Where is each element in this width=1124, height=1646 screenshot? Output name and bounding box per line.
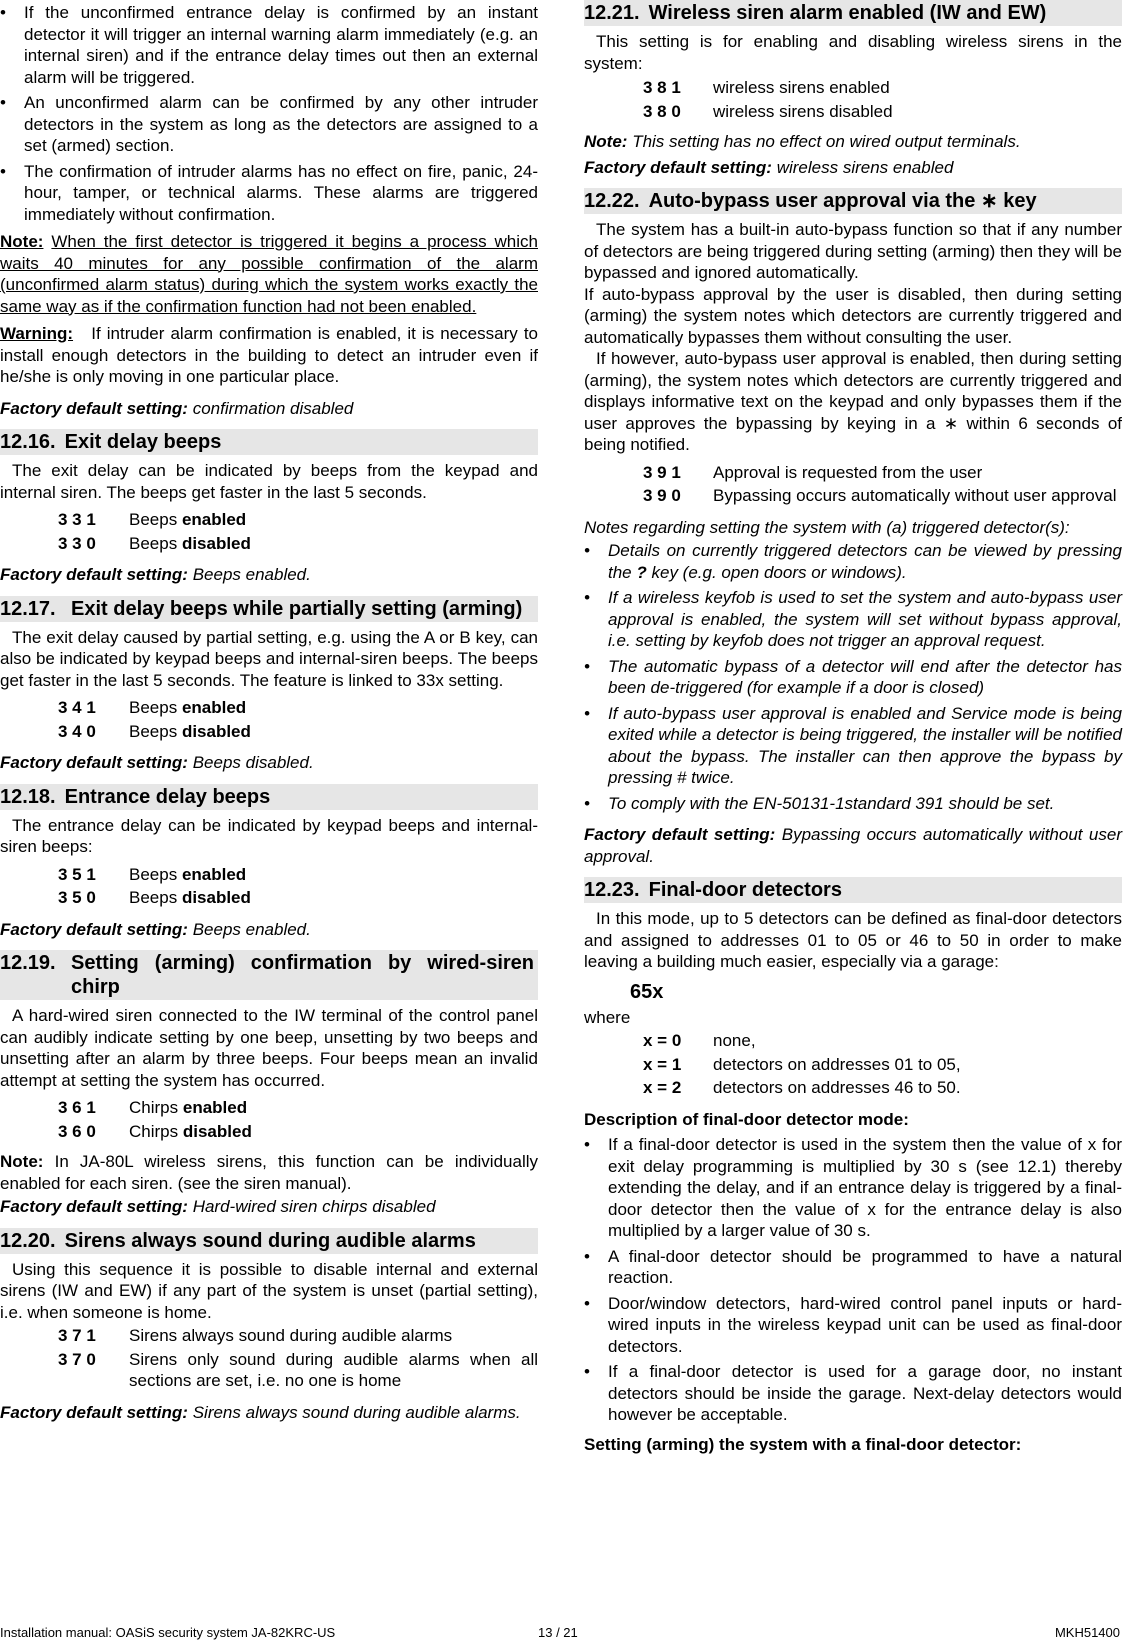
- option-row: 3 4 0 Beeps disabled: [58, 721, 251, 741]
- section-heading-12-21: 12.21. Wireless siren alarm enabled (IW and EW): [584, 0, 1122, 26]
- bullet-glyph: •: [584, 1135, 590, 1154]
- factory-default: Factory default setting: Sirens always sound during audible alarms.: [0, 1402, 521, 1422]
- factory-default: Factory default setting: Beeps enabled.: [0, 565, 311, 584]
- code-65x: 65x: [630, 980, 664, 1003]
- section-heading-12-16: 12.16. Exit delay beeps: [0, 429, 538, 455]
- option-row: 3 9 1 Approval is requested from the user: [643, 462, 983, 482]
- bullet-glyph: •: [584, 1246, 590, 1266]
- bullet-glyph: •: [584, 703, 590, 723]
- section-heading-12-19: 12.19. Setting (arming) confirmation by wired-siren chirp: [0, 950, 538, 1000]
- section-text: The system has a built-in auto-bypass function so that if any number of detectors are being triggered during setting (arming) then they will be bypassed and ignored automatically.: [584, 220, 1122, 282]
- list-item: • If a final-door detector is used in the system then the value of x for exit delay programming is multiplied by 30 s (see 12.1) thereby extending the delay, and if an entrance delay is triggered by a final-door detector then the value of x for the entrance delay is also multiplied by a larger value of 30 s.: [584, 1135, 1122, 1240]
- option-row: 3 8 0 wireless sirens disabled: [643, 101, 893, 121]
- bullet-glyph: •: [584, 793, 590, 813]
- note-paragraph: Note: In JA-80L wireless sirens, this function can be individually enabled for each siren. (see the siren manual).: [0, 1152, 538, 1193]
- list-item: • If the unconfirmed entrance delay is confirmed by an instant detector it will trigger an internal warning alarm immediately (e.g. an internal siren) and if the entrance delay times out then an external alarm will be triggered.: [0, 3, 538, 87]
- section-text: In this mode, up to 5 detectors can be defined as final-door detectors and assigned to addresses 01 to 05 or 46 to 50 in order to make leaving a building much easier, especially via a garage:: [584, 909, 1122, 971]
- section-heading-12-23: 12.23. Final-door detectors: [584, 877, 1122, 903]
- list-item: • The confirmation of intruder alarms has no effect on fire, panic, 24-hour, tamper, or technical alarms. These alarms are triggered immediately without confirmation.: [0, 161, 538, 224]
- bullet-glyph: •: [584, 541, 590, 560]
- right-column: [584, 0, 1122, 1455]
- document-code: MKH51400: [1054, 1625, 1120, 1640]
- final-heading: Setting (arming) the system with a final-door detector:: [584, 1434, 1022, 1454]
- left-column: [0, 0, 538, 1429]
- option-row: 3 4 1 Beeps enabled: [58, 698, 247, 717]
- list-item: • If auto-bypass user approval is enabled and Service mode is being exited while a detector is being triggered, the installer will be notified about the bypass. The installer can then approve the bypass by pressing # twice.: [584, 703, 1122, 787]
- bullet-glyph: •: [584, 1362, 590, 1381]
- list-item: • An unconfirmed alarm can be confirmed by any other intruder detectors in the system as long as the detectors are assigned to a set (armed) section.: [0, 93, 538, 155]
- section-text: If however, auto-bypass user approval is enabled, then during setting (arming), the system notes which detectors are currently triggered and displays informative text on the keypad and only bypasses them if the user approves the bypassing by keying in a ∗ within 6 seconds of being notified.: [584, 349, 1122, 454]
- notes-heading: Notes regarding setting the system with (a) triggered detector(s):: [584, 517, 1070, 537]
- option-row: 3 8 1 wireless sirens enabled: [643, 78, 890, 97]
- note-paragraph: Note: When the first detector is triggered it begins a process which waits 40 minutes for any possible confirmation of the alarm (unconfirmed alarm status) during which the system works exactly the same way as if the confirmation function had not been enabled.: [0, 232, 538, 316]
- list-item: • If a final-door detector is used for a garage door, no instant detectors should be inside the garage. Next-delay detectors would however be acceptable.: [584, 1362, 1122, 1424]
- option-row: x = 0 none,: [643, 1031, 756, 1050]
- footer-title: Installation manual: OASiS security system JA-82KRC-US: [0, 1625, 336, 1640]
- factory-default: Factory default setting: Beeps enabled.: [0, 919, 311, 939]
- factory-default: Factory default setting: confirmation disabled: [0, 398, 354, 418]
- section-text: This setting is for enabling and disabling wireless sirens in the system:: [584, 32, 1122, 73]
- option-row: 3 5 0 Beeps disabled: [58, 888, 251, 907]
- note-paragraph: Note: This setting has no effect on wired output terminals.: [584, 132, 1021, 151]
- section-text: The exit delay caused by partial setting, e.g. using the A or B key, can also be indicated by keypad beeps and internal-siren beeps. The beeps get faster in the last 5 seconds. The feature is linked to 33x setting.: [0, 627, 538, 690]
- bullet-glyph: •: [584, 656, 590, 676]
- section-text: The entrance delay can be indicated by keypad beeps and internal-siren beeps:: [0, 815, 538, 856]
- list-item: • If a wireless keyfob is used to set the system and auto-bypass user approval is enabled, the system will set without bypass approval, i.e. setting by keyfob does not trigger an approval request.: [584, 588, 1122, 650]
- option-row: 3 3 1 Beeps enabled: [58, 510, 247, 529]
- page-number: 13 / 21: [538, 1625, 578, 1640]
- bullet-glyph: •: [584, 1293, 590, 1313]
- section-heading-12-17: 12.17. Exit delay beeps while partially setting (arming): [0, 596, 538, 622]
- description-heading: Description of final-door detector mode:: [584, 1109, 909, 1129]
- factory-default: Factory default setting: wireless sirens enabled: [584, 157, 954, 177]
- list-item: • To comply with the EN-50131-1standard 391 should be set.: [584, 793, 1055, 813]
- section-heading-12-18: 12.18. Entrance delay beeps: [0, 784, 538, 810]
- option-row: 3 6 0 Chirps disabled: [58, 1121, 252, 1141]
- option-row: 3 6 1 Chirps enabled: [58, 1098, 248, 1117]
- section-text: If auto-bypass approval by the user is disabled, then during setting (arming) the system notes which detectors are currently triggered and automatically bypasses them without consulting the user.: [584, 284, 1122, 347]
- option-row: 3 7 0 Sirens only sound during audible alarms when all sections are set, i.e. no one is home: [58, 1349, 538, 1390]
- factory-default: Factory default setting: Bypassing occurs automatically without user approval.: [584, 825, 1122, 866]
- option-row: 3 5 1 Beeps enabled: [58, 864, 247, 884]
- section-text: Using this sequence it is possible to disable internal and external sirens (IW and EW) if any part of the system is unset (partial setting), i.e. when someone is home.: [0, 1259, 538, 1322]
- list-item: • A final-door detector should be programmed to have a natural reaction.: [584, 1246, 1122, 1287]
- option-row: 3 3 0 Beeps disabled: [58, 533, 251, 553]
- list-item: • Door/window detectors, hard-wired control panel inputs or hard-wired inputs in the wireless keypad unit can be used as final-door detectors.: [584, 1293, 1122, 1356]
- option-row: x = 1 detectors on addresses 01 to 05,: [643, 1054, 961, 1074]
- section-text: A hard-wired siren connected to the IW terminal of the control panel can audibly indicate setting by one beep, unsetting by two beeps and unsetting after an alarm by three beeps. Four beeps mean an invalid attempt at setting the system has occurred.: [0, 1006, 538, 1090]
- factory-default: Factory default setting: Beeps disabled.: [0, 753, 314, 772]
- option-row: 3 7 1 Sirens always sound during audible alarms: [58, 1326, 453, 1345]
- bullet-glyph: •: [0, 93, 6, 112]
- section-text: The exit delay can be indicated by beeps from the keypad and internal siren. The beeps get faster in the last 5 seconds.: [0, 461, 538, 502]
- option-row: 3 9 0 Bypassing occurs automatically without user approval: [643, 486, 1117, 505]
- section-heading-12-20: 12.20. Sirens always sound during audible alarms: [0, 1228, 538, 1254]
- option-row: x = 2 detectors on addresses 46 to 50.: [643, 1078, 961, 1097]
- list-item: • Details on currently triggered detectors can be viewed by pressing the ? key (e.g. open doors or windows).: [584, 541, 1122, 582]
- section-heading-12-22: 12.22. Auto-bypass user approval via the ∗ key: [584, 188, 1122, 214]
- warning-paragraph: Warning: If intruder alarm confirmation is enabled, it is necessary to install enough detectors in the building to detect an intruder even if he/she is only moving in one particular place.: [0, 324, 539, 386]
- factory-default: Factory default setting: Hard-wired siren chirps disabled: [0, 1197, 436, 1216]
- list-item: • The automatic bypass of a detector will end after the detector has been de-triggered (for example if a door is closed): [584, 656, 1122, 697]
- bullet-glyph: •: [0, 3, 6, 22]
- where-label: where: [584, 1007, 631, 1027]
- bullet-glyph: •: [584, 588, 590, 607]
- bullet-glyph: •: [0, 161, 6, 181]
